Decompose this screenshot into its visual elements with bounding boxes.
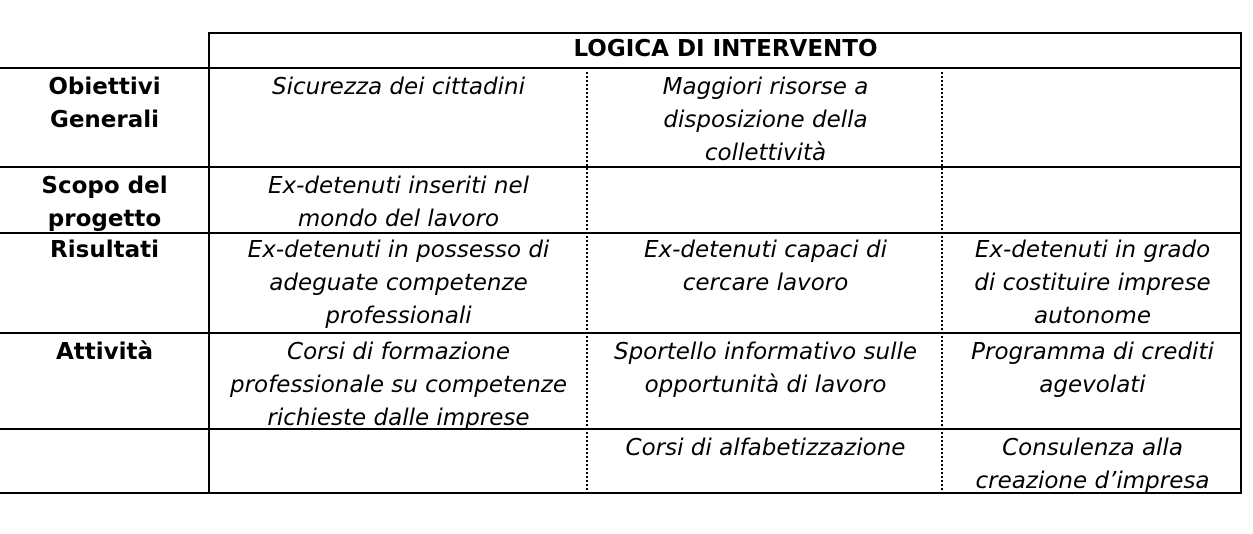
cell-line: Corsi di alfabetizzazione [625,435,906,461]
cell-line: collettività [704,140,827,166]
row-label-line: Generali [49,107,160,133]
row-label-line: progetto [47,206,162,232]
row-label-obiettivi-generali [0,70,209,136]
right-border [1240,32,1242,494]
cell-line: autonome [1034,303,1151,329]
cell-attivita-col3 [943,335,1242,401]
cell-line: agevolati [1039,372,1146,398]
cell-line: creazione d’impresa [975,468,1210,494]
row-divider [0,232,1242,234]
cell-risultati-col1 [209,233,588,332]
cell-line: mondo del lavoro [297,206,500,232]
row-label-line: Attività [55,339,154,365]
cell-line: Maggiori risorse a [662,74,869,100]
top-border [208,32,1242,34]
row-label-line: Obiettivi [48,74,161,100]
label-column-divider [208,32,210,494]
row-divider [0,332,1242,334]
cell-line: Corsi di formazione [287,339,510,365]
row-label-risultati [0,233,209,266]
cell-line: Ex-detenuti in grado [974,237,1211,263]
cell-line: Sicurezza dei cittadini [272,74,525,100]
table-header-title: LOGICA DI INTERVENTO [573,36,878,62]
cell-attivita-col2 [588,335,943,401]
cell-line: Programma di crediti [971,339,1214,365]
cell-line: disposizione della [663,107,868,133]
bottom-border [0,492,1242,494]
cell-line: Consulenza alla [1002,435,1183,461]
cell-obiettivi-col2 [588,70,943,169]
column-divider-dotted [586,67,588,494]
row-label-line: Risultati [50,237,159,263]
cell-line: opportunità di lavoro [644,372,887,398]
cell-line: Ex-detenuti inseriti nel [267,173,530,199]
cell-risultati-col2 [588,233,943,299]
cell-line: Sportello informativo sulle [613,339,918,365]
cell-line: professionali [325,303,472,329]
cell-line: di costituire imprese [974,270,1211,296]
row-divider [0,428,1242,430]
row-divider [0,67,1242,69]
cell-scopo-col1 [209,169,588,235]
cell-attivita-col1 [209,335,588,434]
cell-line: professionale su competenze [229,372,568,398]
cell-line: Ex-detenuti capaci di [643,237,887,263]
row-label-attivita [0,335,209,368]
row-label-line: Scopo del [41,173,168,199]
row-divider [0,166,1242,168]
cell-obiettivi-col1 [209,70,588,103]
cell-line: Ex-detenuti in possesso di [247,237,550,263]
cell-extra-col2 [588,431,943,464]
row-label-scopo-progetto [0,169,209,235]
column-divider-dotted [941,67,943,494]
cell-line: richieste dalle imprese [267,405,530,431]
cell-extra-col3 [943,431,1242,497]
cell-line: cercare lavoro [682,270,849,296]
cell-line: adeguate competenze [269,270,528,296]
cell-risultati-col3 [943,233,1242,332]
